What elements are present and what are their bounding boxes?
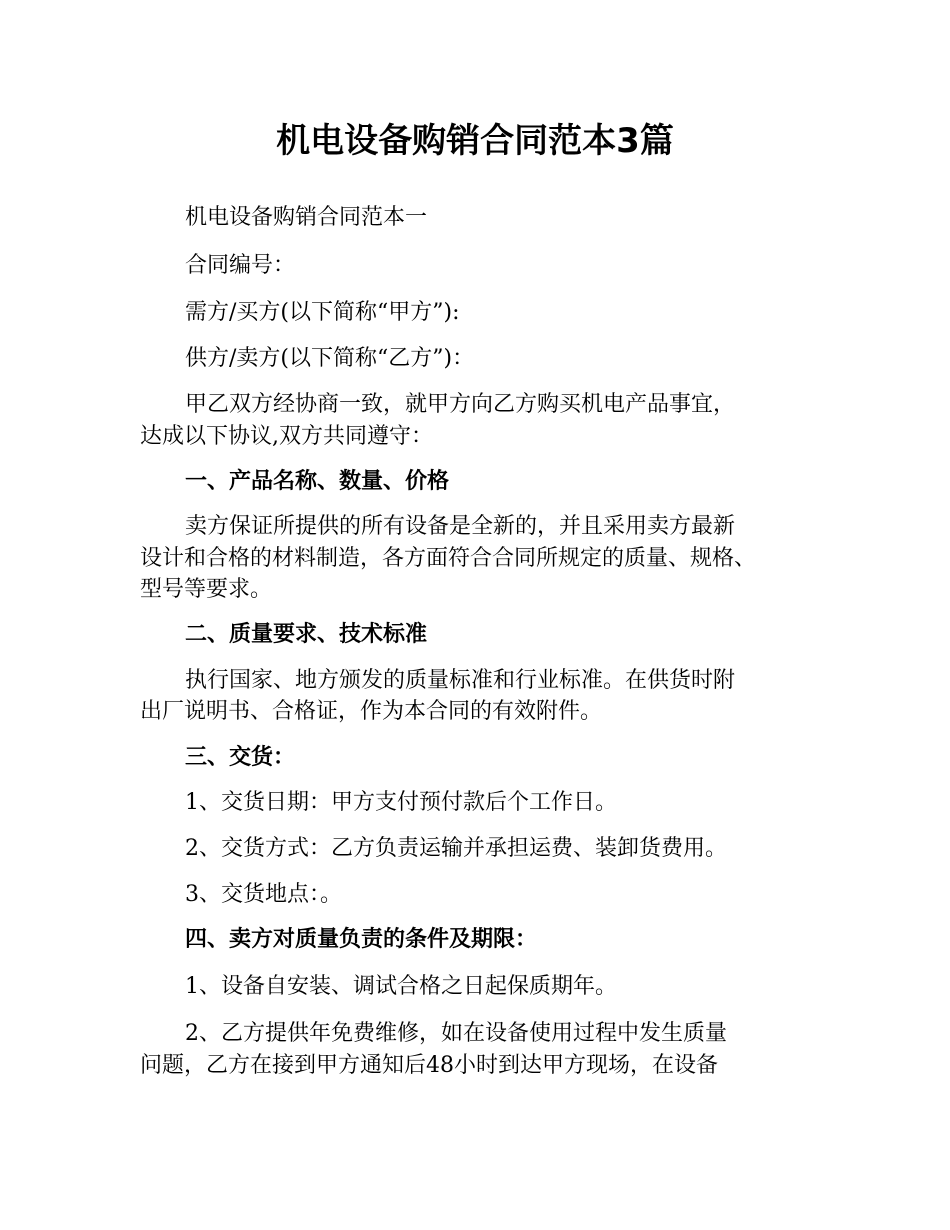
preamble-line-2: 达成以下协议,双方共同遵守： <box>140 424 433 449</box>
document-title: 机电设备购销合同范本3篇 <box>276 121 674 161</box>
section-heading-4: 四、卖方对质量负责的条件及期限： <box>185 927 538 952</box>
section-1-line-2: 设计和合格的材料制造，各方面符合合同所规定的质量、规格、 <box>140 546 757 571</box>
contract-number-label: 合同编号： <box>185 253 296 278</box>
section-2-line-1: 执行国家、地方颁发的质量标准和行业标准。在供货时附 <box>185 668 736 693</box>
warranty-item-2-line-1: 2、乙方提供年免费维修，如在设备使用过程中发生质量 <box>185 1021 727 1046</box>
contract-subtitle: 机电设备购销合同范本一 <box>185 205 428 230</box>
section-heading-2: 二、质量要求、技术标准 <box>185 622 428 647</box>
section-1-line-1: 卖方保证所提供的所有设备是全新的，并且采用卖方最新 <box>185 514 736 539</box>
preamble-line-1: 甲乙双方经协商一致，就甲方向乙方购买机电产品事宜， <box>185 392 736 417</box>
delivery-method-item: 2、交货方式：乙方负责运输并承担运费、装卸货费用。 <box>185 836 727 861</box>
warranty-item-2-line-2: 问题，乙方在接到甲方通知后48小时到达甲方现场，在设备 <box>140 1053 718 1078</box>
section-1-line-3: 型号等要求。 <box>140 577 273 602</box>
buyer-label: 需方/买方(以下简称“甲方”): <box>185 300 460 325</box>
section-heading-1: 一、产品名称、数量、价格 <box>185 469 450 494</box>
section-2-line-2: 出厂说明书、合格证，作为本合同的有效附件。 <box>140 699 603 724</box>
delivery-location-item: 3、交货地点：。 <box>185 882 342 907</box>
section-heading-3: 三、交货： <box>185 745 296 770</box>
seller-label: 供方/卖方(以下简称“乙方”)： <box>185 346 475 371</box>
warranty-item-1: 1、设备自安装、调试合格之日起保质期年。 <box>185 974 617 999</box>
delivery-date-item: 1、交货日期：甲方支付预付款后个工作日。 <box>185 790 617 815</box>
